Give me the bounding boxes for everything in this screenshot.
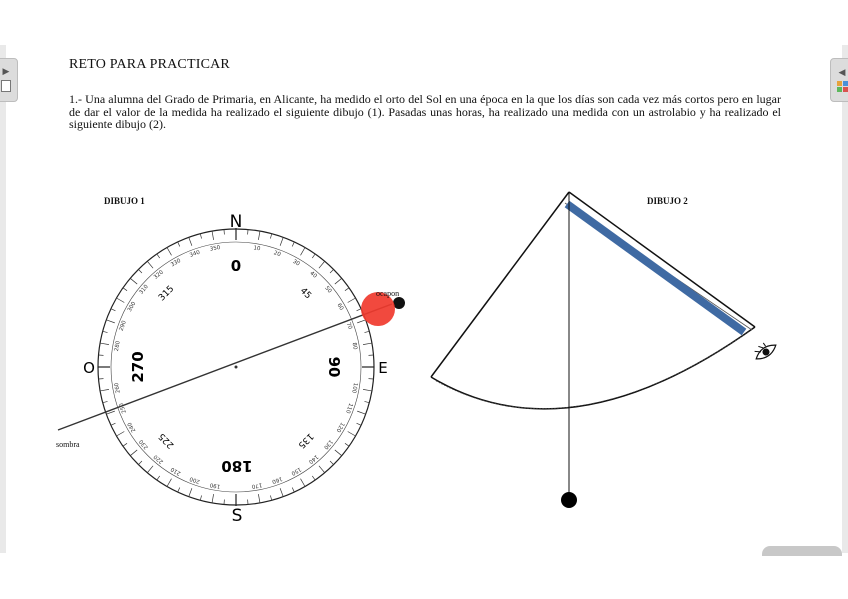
svg-text:40: 40 bbox=[308, 270, 318, 280]
astrolabe-left-edge bbox=[431, 192, 569, 377]
svg-text:30: 30 bbox=[291, 258, 301, 268]
svg-text:190: 190 bbox=[209, 481, 221, 490]
west-letter: O bbox=[83, 359, 95, 377]
svg-text:120: 120 bbox=[334, 420, 346, 434]
svg-text:280: 280 bbox=[113, 340, 122, 352]
play-left-icon: ◀ bbox=[838, 67, 846, 78]
astrolabe-right-edge bbox=[569, 192, 755, 327]
sun-label: ocapon bbox=[376, 289, 400, 298]
svg-text:290: 290 bbox=[118, 319, 128, 332]
svg-text:260: 260 bbox=[113, 382, 122, 394]
shadow-label: sombra bbox=[56, 440, 80, 449]
svg-text:250: 250 bbox=[118, 402, 128, 415]
svg-text:220: 220 bbox=[152, 453, 165, 465]
svg-text:350: 350 bbox=[209, 244, 221, 253]
svg-text:100: 100 bbox=[350, 382, 359, 394]
svg-text:60: 60 bbox=[335, 302, 345, 312]
astrolabe-scale bbox=[436, 331, 750, 409]
sight-bar bbox=[567, 204, 744, 332]
astrolabe-figure bbox=[431, 192, 778, 508]
svg-text:210: 210 bbox=[169, 465, 183, 477]
eye-icon bbox=[751, 338, 778, 363]
bottom-toolbar-handle[interactable] bbox=[762, 546, 842, 556]
degree-270: 270 bbox=[129, 351, 147, 383]
svg-text:200: 200 bbox=[188, 475, 201, 485]
degree-45: 45 bbox=[297, 286, 313, 302]
svg-text:240: 240 bbox=[126, 420, 138, 434]
north-letter: N bbox=[229, 212, 243, 232]
astrolabe-arc bbox=[431, 327, 755, 409]
degree-0: 0 bbox=[230, 257, 242, 275]
svg-text:330: 330 bbox=[169, 257, 183, 269]
svg-text:70: 70 bbox=[344, 321, 353, 331]
east-letter: E bbox=[378, 359, 388, 377]
compass-center-dot bbox=[235, 366, 238, 369]
degree-135: 135 bbox=[295, 430, 315, 450]
svg-text:110: 110 bbox=[344, 402, 354, 415]
svg-text:50: 50 bbox=[323, 285, 333, 295]
south-letter: S bbox=[231, 506, 243, 526]
svg-text:20: 20 bbox=[272, 250, 282, 259]
problem-statement: 1.- Una alumna del Grado de Primaria, en Alicante, ha medido el orto del Sol en una época en la que los días son cada vez más cortos pero en lugar de dar el valor de la medida ha realizado el siguiente dibujo (1). Pasadas unas horas, ha realizado una medida con un astrolabio y ha realizado el siguiente dibujo (2). bbox=[69, 92, 781, 131]
drawing2-label: DIBUJO 2 bbox=[647, 196, 688, 206]
svg-text:340: 340 bbox=[188, 249, 201, 259]
svg-text:80: 80 bbox=[350, 342, 358, 351]
degree-315: 315 bbox=[157, 284, 177, 304]
svg-text:140: 140 bbox=[307, 453, 320, 465]
svg-text:150: 150 bbox=[289, 465, 303, 477]
drawing1-label: DIBUJO 1 bbox=[104, 196, 145, 206]
svg-text:230: 230 bbox=[138, 438, 150, 451]
play-right-icon: ▶ bbox=[2, 67, 10, 77]
degree-90: 90 bbox=[325, 356, 343, 378]
svg-text:130: 130 bbox=[322, 438, 334, 451]
degree-180: 180 bbox=[221, 457, 253, 475]
svg-text:320: 320 bbox=[152, 269, 165, 281]
svg-text:160: 160 bbox=[271, 475, 284, 485]
plumb-bob bbox=[561, 492, 577, 508]
svg-text:310: 310 bbox=[138, 283, 150, 296]
degree-225: 225 bbox=[157, 430, 177, 450]
svg-text:300: 300 bbox=[126, 300, 138, 314]
compass-figure bbox=[56, 212, 405, 526]
svg-text:10: 10 bbox=[252, 245, 261, 253]
svg-text:170: 170 bbox=[251, 481, 263, 490]
page-title: RETO PARA PRACTICAR bbox=[69, 57, 230, 72]
